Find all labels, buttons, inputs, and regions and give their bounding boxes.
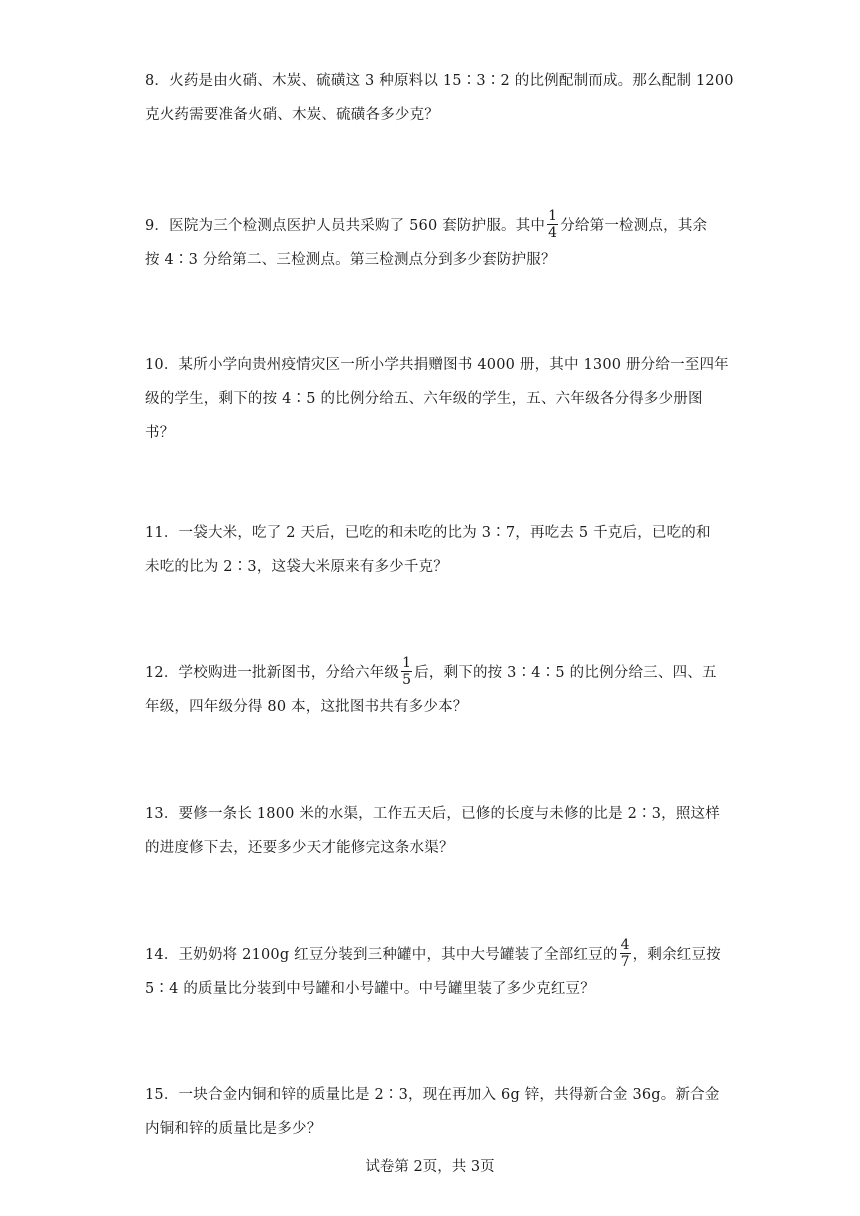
question-15-line-2: 内铜和锌的质量比是多少？ (145, 1121, 322, 1137)
fraction-denominator: 7 (620, 953, 630, 970)
question-10-line-1: 10．某所小学向贵州疫情灾区一所小学共捐赠图书 4000 册，其中 1300 册分给一至四年 (145, 357, 729, 373)
question-13-line-1: 13．要修一条长 1800 米的水渠，工作五天后，已修的长度与未修的比是 2∶3，照这样 (145, 806, 720, 822)
question-13-line-2: 的进度修下去，还要多少天才能修完这条水渠？ (145, 840, 454, 856)
question-10 (145, 348, 729, 450)
question-14 (145, 938, 725, 1006)
question-14-line-1 (145, 938, 725, 972)
question-9-text-after-fraction: 分给第一检测点，其余 (560, 218, 708, 234)
question-10-line-2: 级的学生，剩下的按 4∶5 的比例分给五、六年级的学生，五、六年级各分得多少册图 (145, 391, 703, 407)
question-12-text-before-fraction: 12．学校购进一批新图书，分给六年级 (145, 665, 400, 681)
question-15-line-1: 15．一块合金内铜和锌的质量比是 2∶3，现在再加入 6g 锌，共得新合金 36g。新合金 (145, 1087, 720, 1103)
fraction-numerator: 1 (548, 207, 558, 224)
fraction-denominator: 4 (548, 224, 558, 241)
question-13 (145, 797, 725, 865)
question-11-line-2: 未吃的比为 2∶3，这袋大米原来有多少千克？ (145, 559, 448, 575)
page-footer: 试卷第 2页，共 3页 (365, 1159, 495, 1175)
question-12-line-1 (145, 656, 725, 690)
question-8-line-2: 克火药需要准备火硝、木炭、硫磺各多少克？ (145, 107, 439, 123)
question-9-text-before-fraction: 9．医院为三个检测点医护人员共采购了 560 套防护服。其中 (145, 218, 546, 234)
question-12 (145, 656, 725, 724)
fraction-four-sevenths (620, 937, 631, 970)
question-12-line-2: 年级，四年级分得 80 本，这批图书共有多少本？ (145, 699, 468, 715)
question-14-text-before-fraction: 14．王奶奶将 2100g 红豆分装到三种罐中，其中大号罐装了全部红豆的 (145, 947, 618, 963)
question-14-text-after-fraction: ，剩余红豆按 (632, 947, 721, 963)
question-11-line-1: 11．一袋大米，吃了 2 天后，已吃的和未吃的比为 3∶7，再吃去 5 千克后，已吃的和 (145, 525, 711, 541)
question-15 (145, 1078, 725, 1146)
question-10-line-3: 书？ (145, 425, 175, 441)
question-9-line-1 (145, 209, 725, 243)
question-9-line-2: 按 4∶3 分给第二、三检测点。第三检测点分到多少套防护服？ (145, 252, 556, 268)
fraction-numerator: 1 (402, 654, 412, 671)
fraction-one-fifth (401, 655, 412, 688)
question-9 (145, 209, 725, 277)
question-8-line-1: 8．火药是由火硝、木炭、硫磺这 3 种原料以 15∶3∶2 的比例配制而成。那么配制 1200 (145, 73, 734, 89)
question-8 (145, 64, 734, 132)
question-11 (145, 516, 725, 584)
fraction-numerator: 4 (620, 936, 630, 953)
fraction-one-quarter (547, 208, 558, 241)
fraction-denominator: 5 (402, 671, 412, 688)
question-14-line-2: 5∶4 的质量比分装到中号罐和小号罐中。中号罐里装了多少克红豆？ (145, 981, 595, 997)
question-12-text-after-fraction: 后，剩下的按 3∶4∶5 的比例分给三、四、五 (414, 665, 717, 681)
